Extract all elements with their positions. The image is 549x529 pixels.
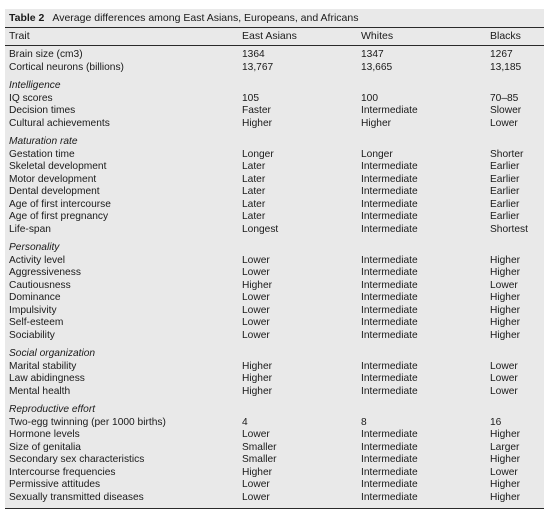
- cell-whites: Intermediate: [361, 279, 418, 291]
- table-title: Average differences among East Asians, Europeans, and Africans: [52, 12, 359, 24]
- table-row: [5, 442, 544, 455]
- table-header-row: [5, 28, 544, 46]
- cell-whites: Longer: [361, 148, 393, 160]
- cell-east-asians: Lower: [242, 304, 270, 316]
- cell-whites: 1347: [361, 49, 384, 60]
- table-row: [5, 467, 544, 480]
- cell-whites: Intermediate: [361, 454, 418, 465]
- table-row: [5, 118, 544, 131]
- table-row: [5, 429, 544, 442]
- cell-east-asians: Lower: [242, 254, 270, 266]
- cell-east-asians: Lower: [242, 292, 270, 303]
- table-row: [5, 317, 544, 330]
- table-body: [5, 49, 544, 504]
- table-row: [5, 417, 544, 430]
- cell-trait: Impulsivity: [9, 304, 57, 316]
- cell-east-asians: Lower: [242, 267, 270, 278]
- section-title: Reproductive effort: [9, 404, 96, 415]
- cell-blacks: Higher: [490, 292, 521, 303]
- section-heading: [5, 135, 544, 149]
- cell-whites: Intermediate: [361, 292, 418, 303]
- cell-whites: Intermediate: [361, 304, 418, 316]
- cell-east-asians: Lower: [242, 317, 270, 328]
- cell-east-asians: Later: [242, 186, 266, 197]
- column-header-whites: Whites: [361, 30, 394, 42]
- cell-blacks: 13,185: [490, 61, 522, 73]
- table-row: [5, 386, 544, 399]
- cell-whites: Intermediate: [361, 385, 418, 397]
- table-row: [5, 280, 544, 293]
- table-row: [5, 199, 544, 212]
- cell-east-asians: Lower: [242, 479, 270, 490]
- cell-blacks: Higher: [490, 329, 521, 341]
- table-row: [5, 149, 544, 162]
- cell-whites: Intermediate: [361, 254, 418, 266]
- cell-trait: Cortical neurons (billions): [9, 61, 124, 73]
- cell-whites: Intermediate: [361, 317, 418, 328]
- cell-trait: Two-egg twinning (per 1000 births): [9, 416, 166, 428]
- cell-east-asians: Longer: [242, 148, 274, 160]
- cell-blacks: Higher: [490, 429, 521, 440]
- cell-blacks: Earlier: [490, 173, 520, 185]
- cell-blacks: Earlier: [490, 186, 520, 197]
- cell-whites: Intermediate: [361, 360, 418, 372]
- cell-east-asians: 4: [242, 416, 248, 428]
- cell-east-asians: Lower: [242, 491, 270, 503]
- cell-blacks: Higher: [490, 454, 521, 465]
- table-caption: [5, 9, 544, 28]
- cell-east-asians: 13,767: [242, 61, 274, 73]
- table-row: [5, 93, 544, 106]
- cell-east-asians: Later: [242, 211, 266, 222]
- cell-whites: Intermediate: [361, 198, 418, 210]
- cell-east-asians: Higher: [242, 279, 273, 291]
- cell-trait: Intercourse frequencies: [9, 466, 116, 478]
- cell-blacks: Higher: [490, 254, 521, 266]
- cell-trait: Sexually transmitted diseases: [9, 491, 144, 503]
- cell-blacks: Higher: [490, 304, 521, 316]
- cell-blacks: Lower: [490, 279, 518, 291]
- cell-east-asians: Higher: [242, 360, 273, 372]
- cell-trait: Self-esteem: [9, 317, 64, 328]
- cell-trait: Size of genitalia: [9, 441, 81, 453]
- cell-blacks: Higher: [490, 491, 521, 503]
- table-bottom-rule: [5, 508, 544, 509]
- table-row: [5, 267, 544, 280]
- table-row: [5, 186, 544, 199]
- table-row: [5, 454, 544, 467]
- cell-blacks: 1267: [490, 49, 513, 60]
- cell-blacks: Earlier: [490, 211, 520, 222]
- data-table: [5, 9, 544, 509]
- cell-trait: Skeletal development: [9, 161, 107, 172]
- cell-trait: Dominance: [9, 292, 61, 303]
- cell-blacks: 16: [490, 416, 502, 428]
- cell-trait: Secondary sex characteristics: [9, 454, 145, 465]
- section-title: Intelligence: [9, 80, 61, 91]
- table-row: [5, 255, 544, 268]
- table-number: Table 2: [9, 12, 45, 24]
- cell-east-asians: Lower: [242, 329, 270, 341]
- cell-trait: Cultural achievements: [9, 117, 110, 129]
- cell-trait: Life-span: [9, 223, 51, 235]
- cell-whites: Intermediate: [361, 211, 418, 222]
- table-row: [5, 305, 544, 318]
- column-header-trait: Trait: [9, 30, 30, 42]
- cell-east-asians: Smaller: [242, 441, 277, 453]
- cell-whites: Intermediate: [361, 429, 418, 440]
- cell-east-asians: Higher: [242, 373, 273, 384]
- cell-trait: Dental development: [9, 186, 100, 197]
- cell-whites: Intermediate: [361, 161, 418, 172]
- cell-whites: Intermediate: [361, 479, 418, 490]
- cell-blacks: Lower: [490, 360, 518, 372]
- table-row: [5, 105, 544, 118]
- cell-whites: 8: [361, 416, 367, 428]
- cell-whites: Higher: [361, 117, 392, 129]
- cell-trait: Aggressiveness: [9, 267, 81, 278]
- cell-blacks: 70–85: [490, 92, 519, 104]
- cell-whites: Intermediate: [361, 105, 418, 116]
- cell-whites: Intermediate: [361, 173, 418, 185]
- column-header-east-asians: East Asians: [242, 30, 297, 42]
- cell-east-asians: Later: [242, 161, 266, 172]
- cell-trait: Age of first pregnancy: [9, 211, 109, 222]
- section-heading: [5, 79, 544, 93]
- cell-whites: Intermediate: [361, 373, 418, 384]
- section-heading: [5, 403, 544, 417]
- cell-east-asians: 1364: [242, 49, 265, 60]
- cell-trait: IQ scores: [9, 92, 53, 104]
- cell-trait: Gestation time: [9, 148, 75, 160]
- cell-blacks: Higher: [490, 267, 521, 278]
- cell-trait: Cautiousness: [9, 279, 71, 291]
- cell-east-asians: Later: [242, 173, 266, 185]
- table-row: [5, 174, 544, 187]
- cell-trait: Mental health: [9, 385, 71, 397]
- cell-whites: Intermediate: [361, 441, 418, 453]
- cell-whites: Intermediate: [361, 466, 418, 478]
- cell-east-asians: Higher: [242, 117, 273, 129]
- cell-trait: Permissive attitudes: [9, 479, 101, 490]
- cell-east-asians: Higher: [242, 385, 273, 397]
- cell-trait: Marital stability: [9, 360, 77, 372]
- table-row: [5, 479, 544, 492]
- cell-east-asians: Later: [242, 198, 266, 210]
- cell-blacks: Earlier: [490, 161, 520, 172]
- table-row: [5, 373, 544, 386]
- cell-whites: Intermediate: [361, 329, 418, 341]
- cell-trait: Activity level: [9, 254, 66, 266]
- section-heading: [5, 241, 544, 255]
- section-title: Personality: [9, 242, 60, 253]
- cell-east-asians: Lower: [242, 429, 270, 440]
- cell-whites: Intermediate: [361, 491, 418, 503]
- cell-blacks: Lower: [490, 117, 518, 129]
- cell-whites: 13,665: [361, 61, 393, 73]
- cell-east-asians: Faster: [242, 105, 271, 116]
- cell-trait: Age of first intercourse: [9, 198, 111, 210]
- cell-trait: Motor development: [9, 173, 97, 185]
- cell-east-asians: Longest: [242, 223, 279, 235]
- cell-trait: Hormone levels: [9, 429, 80, 440]
- table-row: [5, 361, 544, 374]
- table-row: [5, 292, 544, 305]
- section-title: Maturation rate: [9, 136, 78, 147]
- cell-east-asians: 105: [242, 92, 259, 104]
- section-title: Social organization: [9, 348, 96, 359]
- table-row: [5, 161, 544, 174]
- cell-blacks: Lower: [490, 373, 518, 384]
- cell-east-asians: Higher: [242, 466, 273, 478]
- cell-blacks: Larger: [490, 441, 520, 453]
- cell-blacks: Lower: [490, 385, 518, 397]
- table-row: [5, 330, 544, 343]
- cell-blacks: Slower: [490, 105, 522, 116]
- column-header-blacks: Blacks: [490, 30, 521, 42]
- table-row: [5, 49, 544, 62]
- cell-whites: Intermediate: [361, 223, 418, 235]
- cell-blacks: Earlier: [490, 198, 520, 210]
- cell-blacks: Higher: [490, 479, 521, 490]
- table-row: [5, 224, 544, 237]
- table-row: [5, 492, 544, 505]
- table-row: [5, 211, 544, 224]
- cell-whites: Intermediate: [361, 267, 418, 278]
- cell-whites: Intermediate: [361, 186, 418, 197]
- cell-trait: Brain size (cm3): [9, 49, 83, 60]
- cell-trait: Decision times: [9, 105, 76, 116]
- cell-trait: Law abidingness: [9, 373, 85, 384]
- cell-blacks: Lower: [490, 466, 518, 478]
- table-row: [5, 62, 544, 75]
- cell-east-asians: Smaller: [242, 454, 277, 465]
- cell-blacks: Higher: [490, 317, 521, 328]
- section-heading: [5, 347, 544, 361]
- cell-whites: 100: [361, 92, 378, 104]
- cell-blacks: Shortest: [490, 223, 528, 235]
- cell-blacks: Shorter: [490, 148, 524, 160]
- cell-trait: Sociability: [9, 329, 55, 341]
